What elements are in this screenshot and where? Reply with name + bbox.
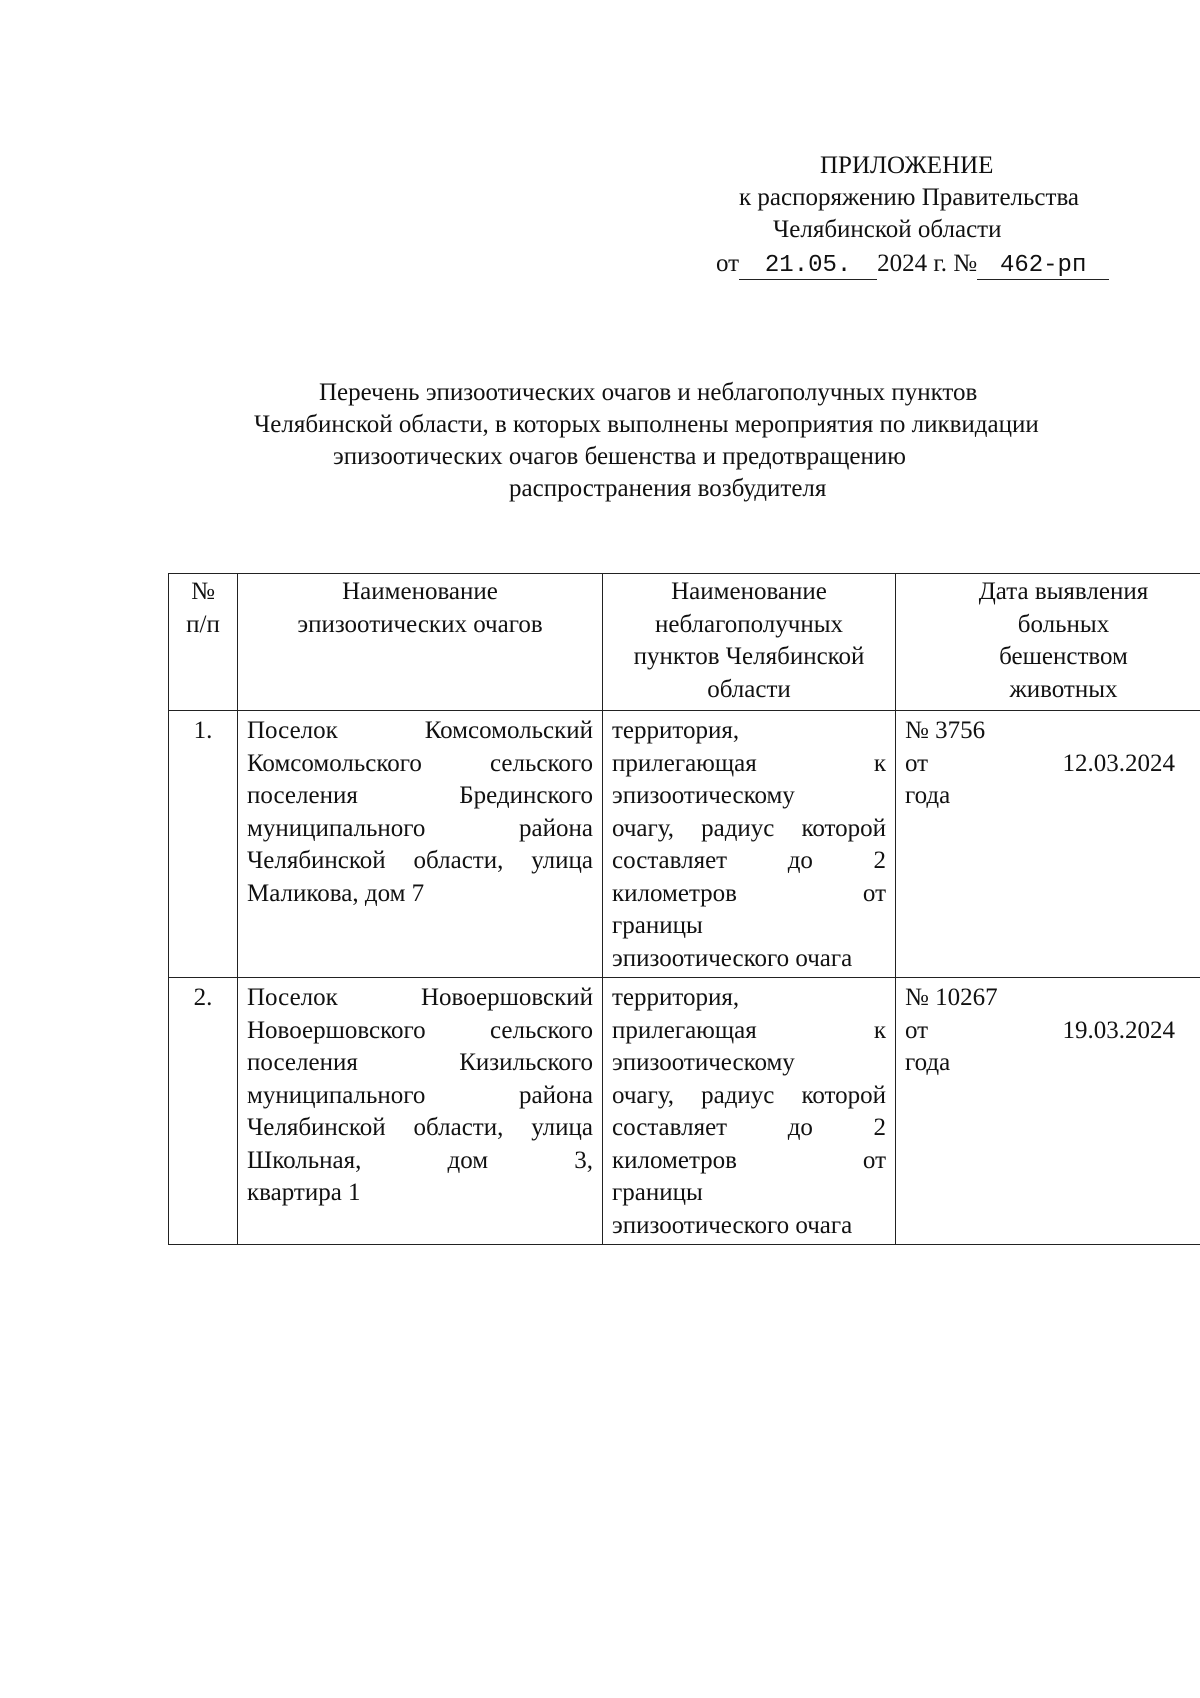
focus-line: Новоершовского сельского: [247, 1016, 593, 1044]
area-line: составляет до 2: [612, 1114, 886, 1141]
focus-line: муниципального района: [247, 814, 593, 842]
header-focus-name: [238, 574, 603, 711]
header-date-line: животных: [1009, 675, 1118, 703]
date-line: № 10267: [905, 984, 998, 1011]
header-focus-line: эпизоотических очагов: [297, 610, 543, 638]
appendix-date-line: [716, 249, 1109, 280]
area-line: эпизоотическому: [612, 1049, 795, 1076]
appendix-title: ПРИЛОЖЕНИЕ: [820, 152, 994, 179]
header-date-line: больных: [1017, 610, 1110, 638]
date-prefix: от: [716, 250, 740, 277]
row-focus: [238, 978, 603, 1245]
document-title-line: эпизоотических очагов бешенства и предотвращению: [333, 443, 906, 470]
document-title-line: Челябинской области, в которых выполнены мероприятия по ликвидации: [254, 411, 1039, 438]
area-line: километров от: [612, 879, 886, 907]
header-detection-date: [896, 574, 1200, 711]
date-value: 21.05.: [739, 253, 877, 280]
row-detection-date: [896, 711, 1200, 978]
table-row: [169, 978, 1200, 1245]
register-table: [168, 573, 1200, 1245]
appendix-line-region: Челябинской области: [773, 216, 1002, 243]
area-line: километров от: [612, 1146, 886, 1174]
date-line: от 12.03.2024: [905, 749, 1175, 777]
row-number: 1.: [169, 711, 238, 978]
row-detection-date: [896, 978, 1200, 1245]
header-focus-line: Наименование: [342, 578, 498, 605]
area-line: составляет до 2: [612, 847, 886, 874]
header-number-line: №: [191, 578, 215, 605]
area-line: прилегающая к: [612, 749, 886, 777]
area-line: очагу, радиус которой: [612, 1081, 886, 1109]
area-line: территория,: [612, 717, 740, 744]
document-title-line: распространения возбудителя: [509, 475, 827, 502]
area-line: границы: [612, 912, 703, 939]
focus-line: Школьная, дом 3,: [247, 1146, 593, 1174]
focus-line: квартира 1: [247, 1179, 361, 1206]
area-line: прилегающая к: [612, 1016, 886, 1044]
date-line: № 3756: [905, 717, 986, 744]
table-row: [169, 711, 1200, 978]
header-number: [169, 574, 238, 711]
area-line: эпизоотическому: [612, 782, 795, 809]
area-line: границы: [612, 1179, 703, 1206]
area-line: эпизоотического очага: [612, 1211, 853, 1239]
focus-line: Челябинской области, улица: [247, 847, 593, 874]
header-date-line: Дата выявления: [978, 578, 1149, 605]
header-area-line: Наименование: [671, 578, 827, 605]
focus-line: муниципального района: [247, 1081, 593, 1109]
document-title-line: Перечень эпизоотических очагов и неблагополучных пунктов: [319, 379, 978, 406]
focus-line: Челябинской области, улица: [247, 1114, 593, 1141]
row-focus: [238, 711, 603, 978]
focus-line: поселения Кизильского: [247, 1049, 593, 1076]
focus-line: поселения Брединского: [247, 782, 593, 809]
focus-line: Комсомольского сельского: [247, 749, 593, 777]
header-area-line: области: [707, 675, 791, 703]
table-header-row: [169, 574, 1200, 711]
header-number-line: п/п: [186, 610, 220, 638]
row-area: [603, 978, 896, 1245]
area-line: территория,: [612, 984, 740, 1011]
date-line: от 19.03.2024: [905, 1016, 1175, 1044]
date-line: года: [905, 782, 951, 809]
focus-line: Поселок Новоершовский: [247, 984, 593, 1011]
header-area-name: [603, 574, 896, 711]
header-area-line: неблагополучных: [654, 610, 844, 638]
date-line: года: [905, 1049, 951, 1076]
header-area-line: пунктов Челябинской: [633, 643, 865, 670]
appendix-line-order: к распоряжению Правительства: [739, 184, 1080, 211]
area-line: очагу, радиус которой: [612, 814, 886, 842]
focus-line: Поселок Комсомольский: [247, 717, 593, 744]
year-text: 2024 г. №: [877, 250, 978, 277]
row-area: [603, 711, 896, 978]
order-number: 462-рп: [977, 253, 1109, 280]
header-date-line: бешенством: [999, 643, 1128, 670]
row-number: 2.: [169, 978, 238, 1245]
area-line: эпизоотического очага: [612, 944, 853, 972]
focus-line: Маликова, дом 7: [247, 879, 425, 907]
